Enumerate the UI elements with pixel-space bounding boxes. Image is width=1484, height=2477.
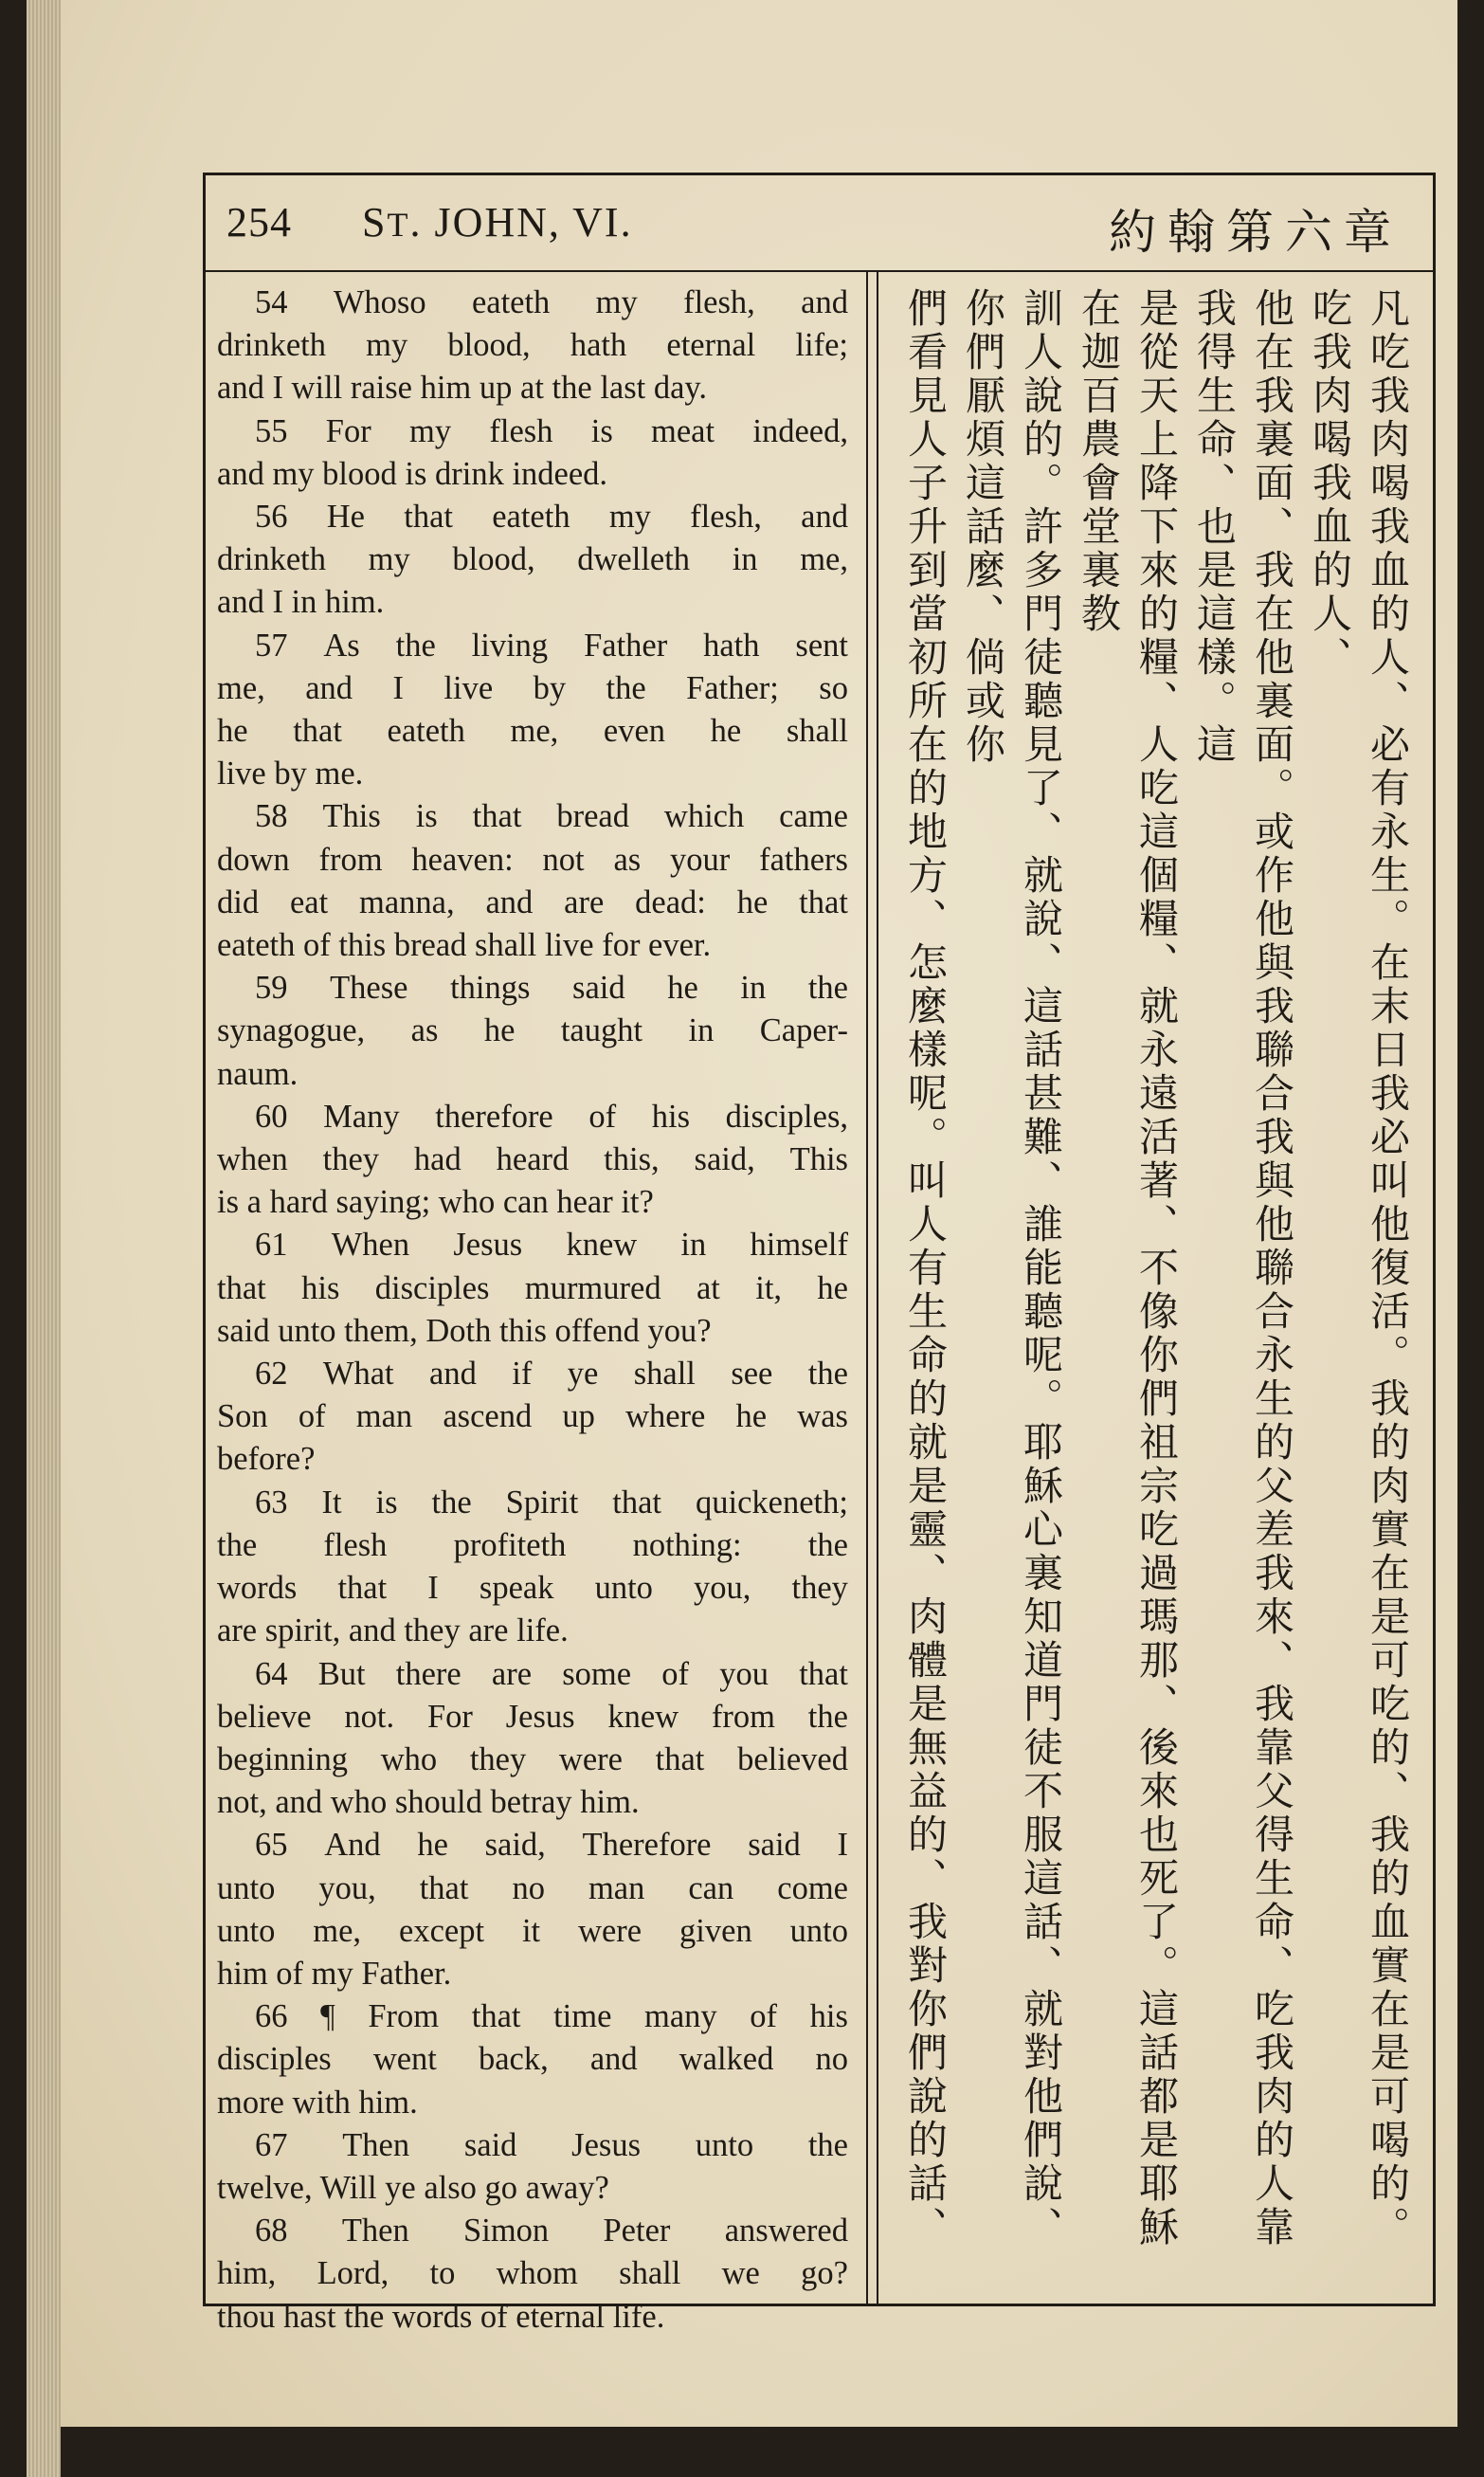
english-line: thou hast the words of eternal life.	[217, 2298, 665, 2335]
chinese-text-column: 他在我裏面、我在他裏面。或作他與我聯合我與他聯合永生的父差我來、我靠父得生命、吃我肉的人靠我得生命、也是這樣。這	[1191, 287, 1295, 2249]
book-title-rest: . JOHN, VI.	[409, 199, 633, 246]
english-line: is a hard saying; who can hear it?	[217, 1184, 654, 1221]
english-line: twelve, Will ye also go away?	[217, 2169, 609, 2206]
english-line: and I will raise him up at the last day.	[217, 370, 708, 407]
chinese-text-column: 們看見人子升到當初所在的地方、怎麼樣呢。叫人有生命的就是靈、肉體是無益的、我對你們說的話、	[902, 287, 949, 2249]
english-line: the flesh profiteth nothing: the	[217, 1526, 848, 1563]
english-line: naum.	[217, 1055, 299, 1092]
page-number: 254	[226, 199, 292, 246]
english-line: that his disciples murmured at it, he	[217, 1269, 848, 1306]
chinese-title: 約翰第六章	[1109, 205, 1403, 260]
chinese-text-column: 凡吃我肉喝我血的人、必有永生。在末日我必叫他復活。我的肉實在是可吃的、我的血實在是可喝的。吃我肉喝我血的人、	[1307, 287, 1411, 2249]
english-line: words that I speak unto you, they	[217, 1570, 848, 1607]
english-line: 54 Whoso eateth my flesh, and	[255, 284, 848, 320]
english-line: believe not. For Jesus knew from the	[217, 1698, 848, 1735]
english-line: and I in him.	[217, 584, 385, 621]
english-line: disciples went back, and walked no	[217, 2041, 848, 2078]
english-line: beginning who they were that believed	[217, 1740, 848, 1777]
english-line: unto me, except it were given unto	[217, 1912, 848, 1949]
english-line: 63 It is the Spirit that quickeneth;	[255, 1484, 848, 1521]
english-line: him, Lord, to whom shall we go?	[217, 2255, 848, 2292]
english-line: drinketh my blood, dwelleth in me,	[217, 541, 848, 578]
english-line: him of my Father.	[217, 1955, 452, 1992]
english-line: 66 ¶ From that time many of his	[255, 1998, 848, 2035]
english-line: more with him.	[217, 2084, 418, 2121]
english-line: and my blood is drink indeed.	[217, 455, 608, 492]
english-line: 59 These things said he in the	[255, 970, 848, 1007]
english-line: 61 When Jesus knew in himself	[255, 1227, 848, 1264]
english-line: are spirit, and they are life.	[217, 1612, 569, 1649]
chinese-text-column: 訓人說的。許多門徒聽見了、就說、這話甚難、誰能聽呢。耶穌心裏知道門徒不服這話、就對他們說、你們厭煩這話麼、倘或你	[960, 287, 1064, 2249]
english-line: 62 What and if ye shall see the	[255, 1356, 848, 1393]
book-title-prefix: S	[362, 199, 388, 246]
english-line: down from heaven: not as your fathers	[217, 841, 848, 878]
english-line: 65 And he said, Therefore said I	[255, 1827, 848, 1864]
english-line: before?	[217, 1441, 316, 1478]
english-line: he that eateth me, even he shall	[217, 713, 848, 750]
english-line: did eat manna, and are dead: he that	[217, 883, 848, 920]
english-line: when they had heard this, said, This	[217, 1141, 848, 1178]
english-line: 67 Then said Jesus unto the	[255, 2126, 848, 2163]
english-line: 60 Many therefore of his disciples,	[255, 1098, 848, 1135]
english-line: 56 He that eateth my flesh, and	[255, 499, 848, 536]
chinese-text-column: 是從天上降下來的糧、人吃這個糧、就永遠活著、不像你們祖宗吃過瑪那、後來也死了。這話都是耶穌在迦百農會堂裏教	[1076, 287, 1180, 2249]
english-line: 55 For my flesh is meat indeed,	[255, 412, 848, 449]
book-title-small: T	[387, 206, 410, 244]
english-line: drinketh my blood, hath eternal life;	[217, 327, 848, 364]
text-frame	[203, 173, 1436, 2335]
english-column	[217, 282, 848, 2339]
english-line: me, and I live by the Father; so	[217, 669, 848, 706]
english-line: 58 This is that bread which came	[255, 798, 848, 835]
english-line: 57 As the living Father hath sent	[255, 627, 848, 664]
english-line: live by me.	[217, 756, 364, 792]
page-edge	[27, 0, 61, 2477]
column-divider	[866, 270, 878, 2304]
chinese-column	[896, 287, 1417, 2287]
english-line: 64 But there are some of you that	[255, 1655, 848, 1692]
english-line: said unto them, Doth this offend you?	[217, 1312, 712, 1349]
english-line: eateth of this bread shall live for ever.	[217, 927, 712, 964]
running-header	[206, 175, 1433, 272]
book-page	[27, 0, 1457, 2427]
english-line: unto you, that no man can come	[217, 1869, 848, 1906]
english-line: synagogue, as he taught in Caper-	[217, 1012, 848, 1049]
english-line: Son of man ascend up where he was	[217, 1398, 848, 1435]
book-title	[362, 198, 633, 246]
english-line: not, and who should betray him.	[217, 1784, 640, 1821]
english-line: 68 Then Simon Peter answered	[255, 2213, 848, 2249]
